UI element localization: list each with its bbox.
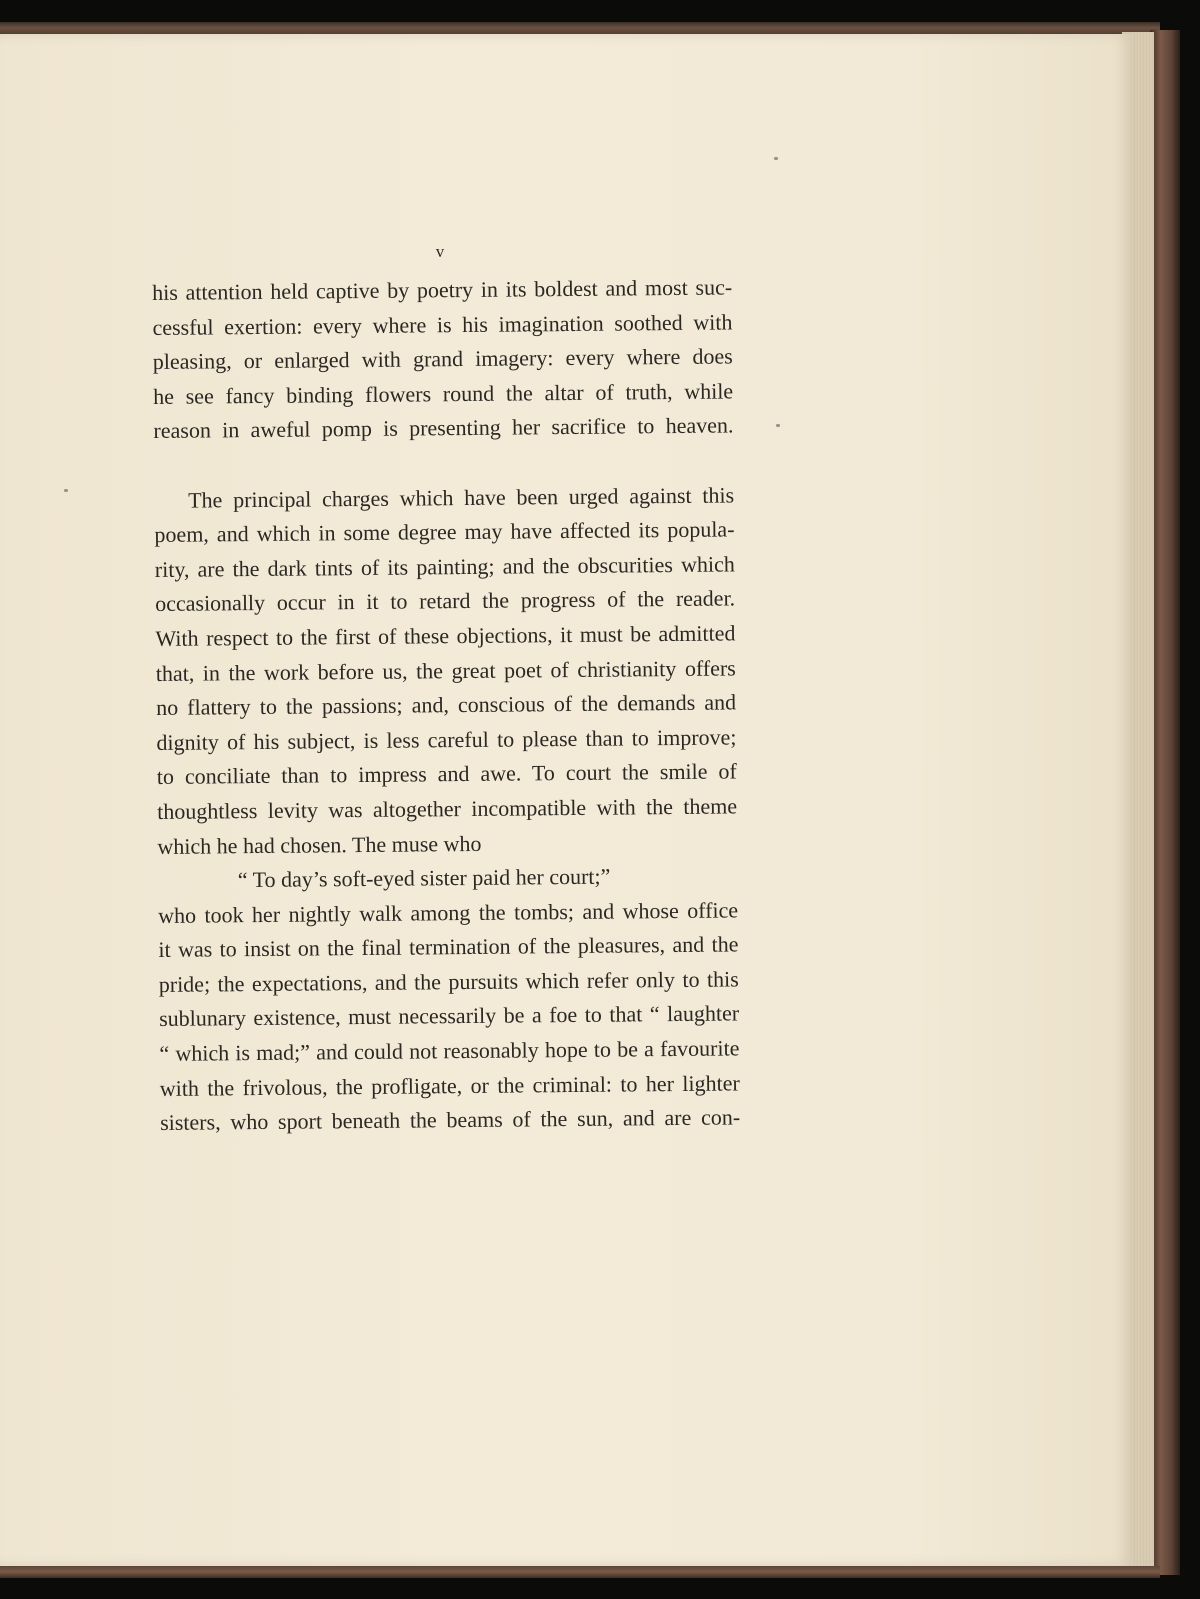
text-line: he see fancy binding flowers round the altar of truth, while xyxy=(153,378,734,409)
text-line: which he had chosen. The muse who xyxy=(157,830,482,859)
paragraph-3 xyxy=(158,893,740,1141)
text-line: it was to insist on the final termination of the pleasures, and the xyxy=(158,931,739,963)
text-line: cessful exertion: every where is his imagination soothed with xyxy=(152,309,733,340)
text-line: who took her nightly walk among the tombs; and whose office xyxy=(158,897,739,928)
text-line: reason in aweful pomp is presenting her sacrifice to heaven. xyxy=(153,412,734,444)
paper-speck xyxy=(774,157,778,160)
paragraph-gap xyxy=(154,443,734,483)
text-line: his attention held captive by poetry in its boldest and most suc- xyxy=(152,274,733,305)
text-line: pleasing, or enlarged with grand imagery: every where does xyxy=(152,343,733,375)
text-line: sisters, who sport beneath the beams of the sun, and are con- xyxy=(160,1104,741,1136)
text-line: pride; the expectations, and the pursuits which refer only to this xyxy=(158,966,739,997)
bottom-binding-edge xyxy=(0,1566,1160,1578)
paper-speck xyxy=(64,489,68,492)
page-number: v xyxy=(435,242,445,261)
text-line: rity, are the dark tints of its painting; and the obscurities which xyxy=(154,551,735,582)
body-text xyxy=(152,270,740,1140)
text-line: occasionally occur in it to retard the progress of the reader. xyxy=(155,585,736,617)
text-line: dignity of his subject, is less careful to please than to improve; xyxy=(156,724,737,755)
text-line: thoughtless levity was altogether incompatible with the theme xyxy=(157,793,738,824)
paper-speck xyxy=(776,424,780,427)
book-cover-edge xyxy=(1150,30,1180,1575)
text-line: “ which is mad;” and could not reasonably hope to be a favourite xyxy=(159,1035,740,1067)
text-line: The principal charges which have been urged against this xyxy=(188,481,735,513)
text-line: poem, and which in some degree may have affected its popula- xyxy=(154,516,735,548)
verse-quotation: “ To day’s soft-eyed sister paid her court;” xyxy=(237,863,611,893)
text-line: no flattery to the passions; and, conscious of the demands and xyxy=(156,689,737,721)
paragraph-1 xyxy=(152,270,734,449)
text-line: to conciliate than to impress and awe. To court the smile of xyxy=(156,758,737,790)
paragraph-2 xyxy=(154,478,738,864)
text-line: With respect to the first of these objections, it must be admitted xyxy=(155,620,736,651)
text-line: sublunary existence, must necessarily be a foe to that “ laughter xyxy=(159,1000,740,1032)
text-line: that, in the work before us, the great poet of christianity offers xyxy=(155,654,736,686)
text-line: with the frivolous, the profligate, or the criminal: to her lighter xyxy=(159,1070,740,1101)
